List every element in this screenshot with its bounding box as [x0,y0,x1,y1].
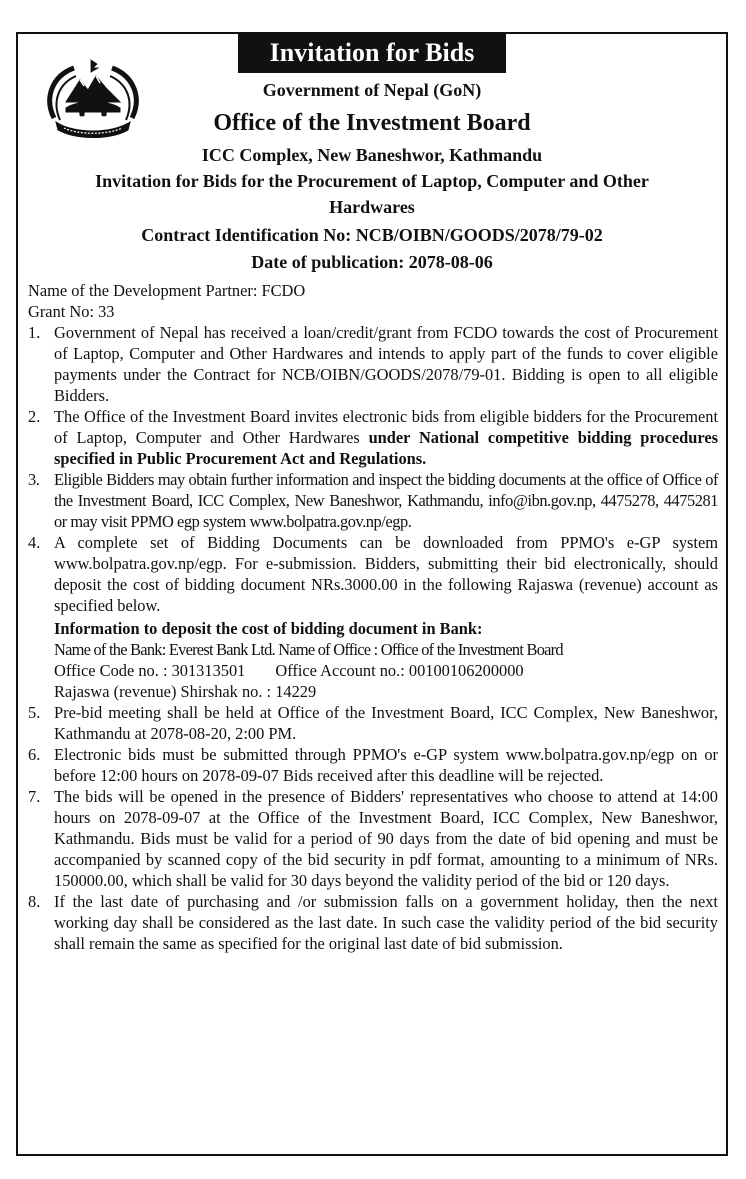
office-address: ICC Complex, New Baneshwor, Kathmandu [201,145,543,165]
notice-body [28,280,718,954]
list-item [28,891,718,954]
subject-line-1: Invitation for Bids for the Procurement of Laptop, Computer and Other [95,171,649,191]
item-number: 1. [28,323,41,342]
list-item [28,322,718,406]
list-item [28,744,718,786]
item-number: 4. [28,533,41,552]
notice-items-continued [28,702,718,954]
item-number: 5. [28,703,41,722]
subject-line-2: Hardwares [329,197,415,217]
item-number: 7. [28,787,41,806]
government-name: Government of Nepal (GoN) [262,80,482,100]
item-text: Eligible Bidders may obtain further information and inspect the bidding documents at the office of Office of the Investment Board, ICC Complex, New Baneshwor, Kathmandu, info@ibn.gov.np, 4475278, 4475281 or may visit PPMO egp system www.bolpatra.gov.np/egp. [54,470,718,531]
bank-info-heading: Information to deposit the cost of bidding document in Bank: [54,619,483,638]
list-item [28,786,718,891]
item-text: The bids will be opened in the presence of Bidders' representatives who choose to attend at 14:00 hours on 2078-09-07 at the Office of the Investment Board, ICC Complex, New Baneshwor, Kathmandu. Bids must be valid for a period of 90 days from the date of bid opening and must be accompanied by scanned copy of the bid security in pdf format, amounting to a minimum of NRs. 150000.00, which shall be valid for 30 days beyond the validity period of the bid or 120 days. [54,787,718,890]
office-name: Office of the Investment Board [213,110,531,136]
item-number: 3. [28,470,40,489]
item-number: 8. [28,892,41,911]
contract-identification: Contract Identification No: NCB/OIBN/GOODS/2078/79-02 [141,225,603,245]
bank-information [28,618,718,702]
office-code-and-account [54,660,718,681]
item-text: Government of Nepal has received a loan/credit/grant from FCDO towards the cost of Procurement of Laptop, Computer and Other Hardwares and intends to apply part of the funds to cover eligible payments under the Contract for NCB/OIBN/GOODS/2078/79-01. Bidding is open to all eligible Bidders. [54,323,718,405]
office-code: Office Code no. : 301313501 [54,661,246,680]
publication-date: Date of publication: 2078-08-06 [251,252,493,272]
item-number: 2. [28,407,41,426]
list-item [28,532,718,616]
list-item [28,469,718,532]
grant-number: Grant No: 33 [28,302,115,321]
bank-and-office-name: Name of the Bank: Everest Bank Ltd. Name of Office : Office of the Investment Board [54,640,563,659]
notice-items [28,322,718,616]
revenue-shirshak: Rajaswa (revenue) Shirshak no. : 14229 [54,682,317,701]
list-item [28,406,718,469]
item-text: The Office of the Investment Board invites electronic bids from eligible bidders for the Procurement of Laptop, Computer and Other Hardwares [54,407,718,447]
item-text: A complete set of Bidding Documents can be downloaded from PPMO's e-GP system www.bolpatra.gov.np/egp. For e-submission. Bidders, submitting their bid electronically, should deposit the cost of bidding document NRs.3000.00 in the following Rajaswa (revenue) account as specified below. [54,533,718,615]
list-item [28,702,718,744]
item-text-bold: under National competitive bidding procedures specified in Public Procurement Act and Regulations. [54,428,718,468]
item-number: 6. [28,745,41,764]
office-account: Office Account no.: 00100106200000 [275,661,524,680]
development-partner: Name of the Development Partner: FCDO [28,281,306,300]
item-text: If the last date of purchasing and /or submission falls on a government holiday, then the next working day shall be considered as the last date. In such case the validity period of the bid security shall remain the same as specified for the original last date of bid submission. [54,892,718,953]
item-text: Pre-bid meeting shall be held at Office of the Investment Board, ICC Complex, New Baneshwor, Kathmandu at 2078-08-20, 2:00 PM. [54,703,718,743]
item-text: Electronic bids must be submitted through PPMO's e-GP system www.bolpatra.gov.np/egp on or before 12:00 hours on 2078-09-07 Bids received after this deadline will be rejected. [54,745,718,785]
notice-title: Invitation for Bids [238,33,506,73]
